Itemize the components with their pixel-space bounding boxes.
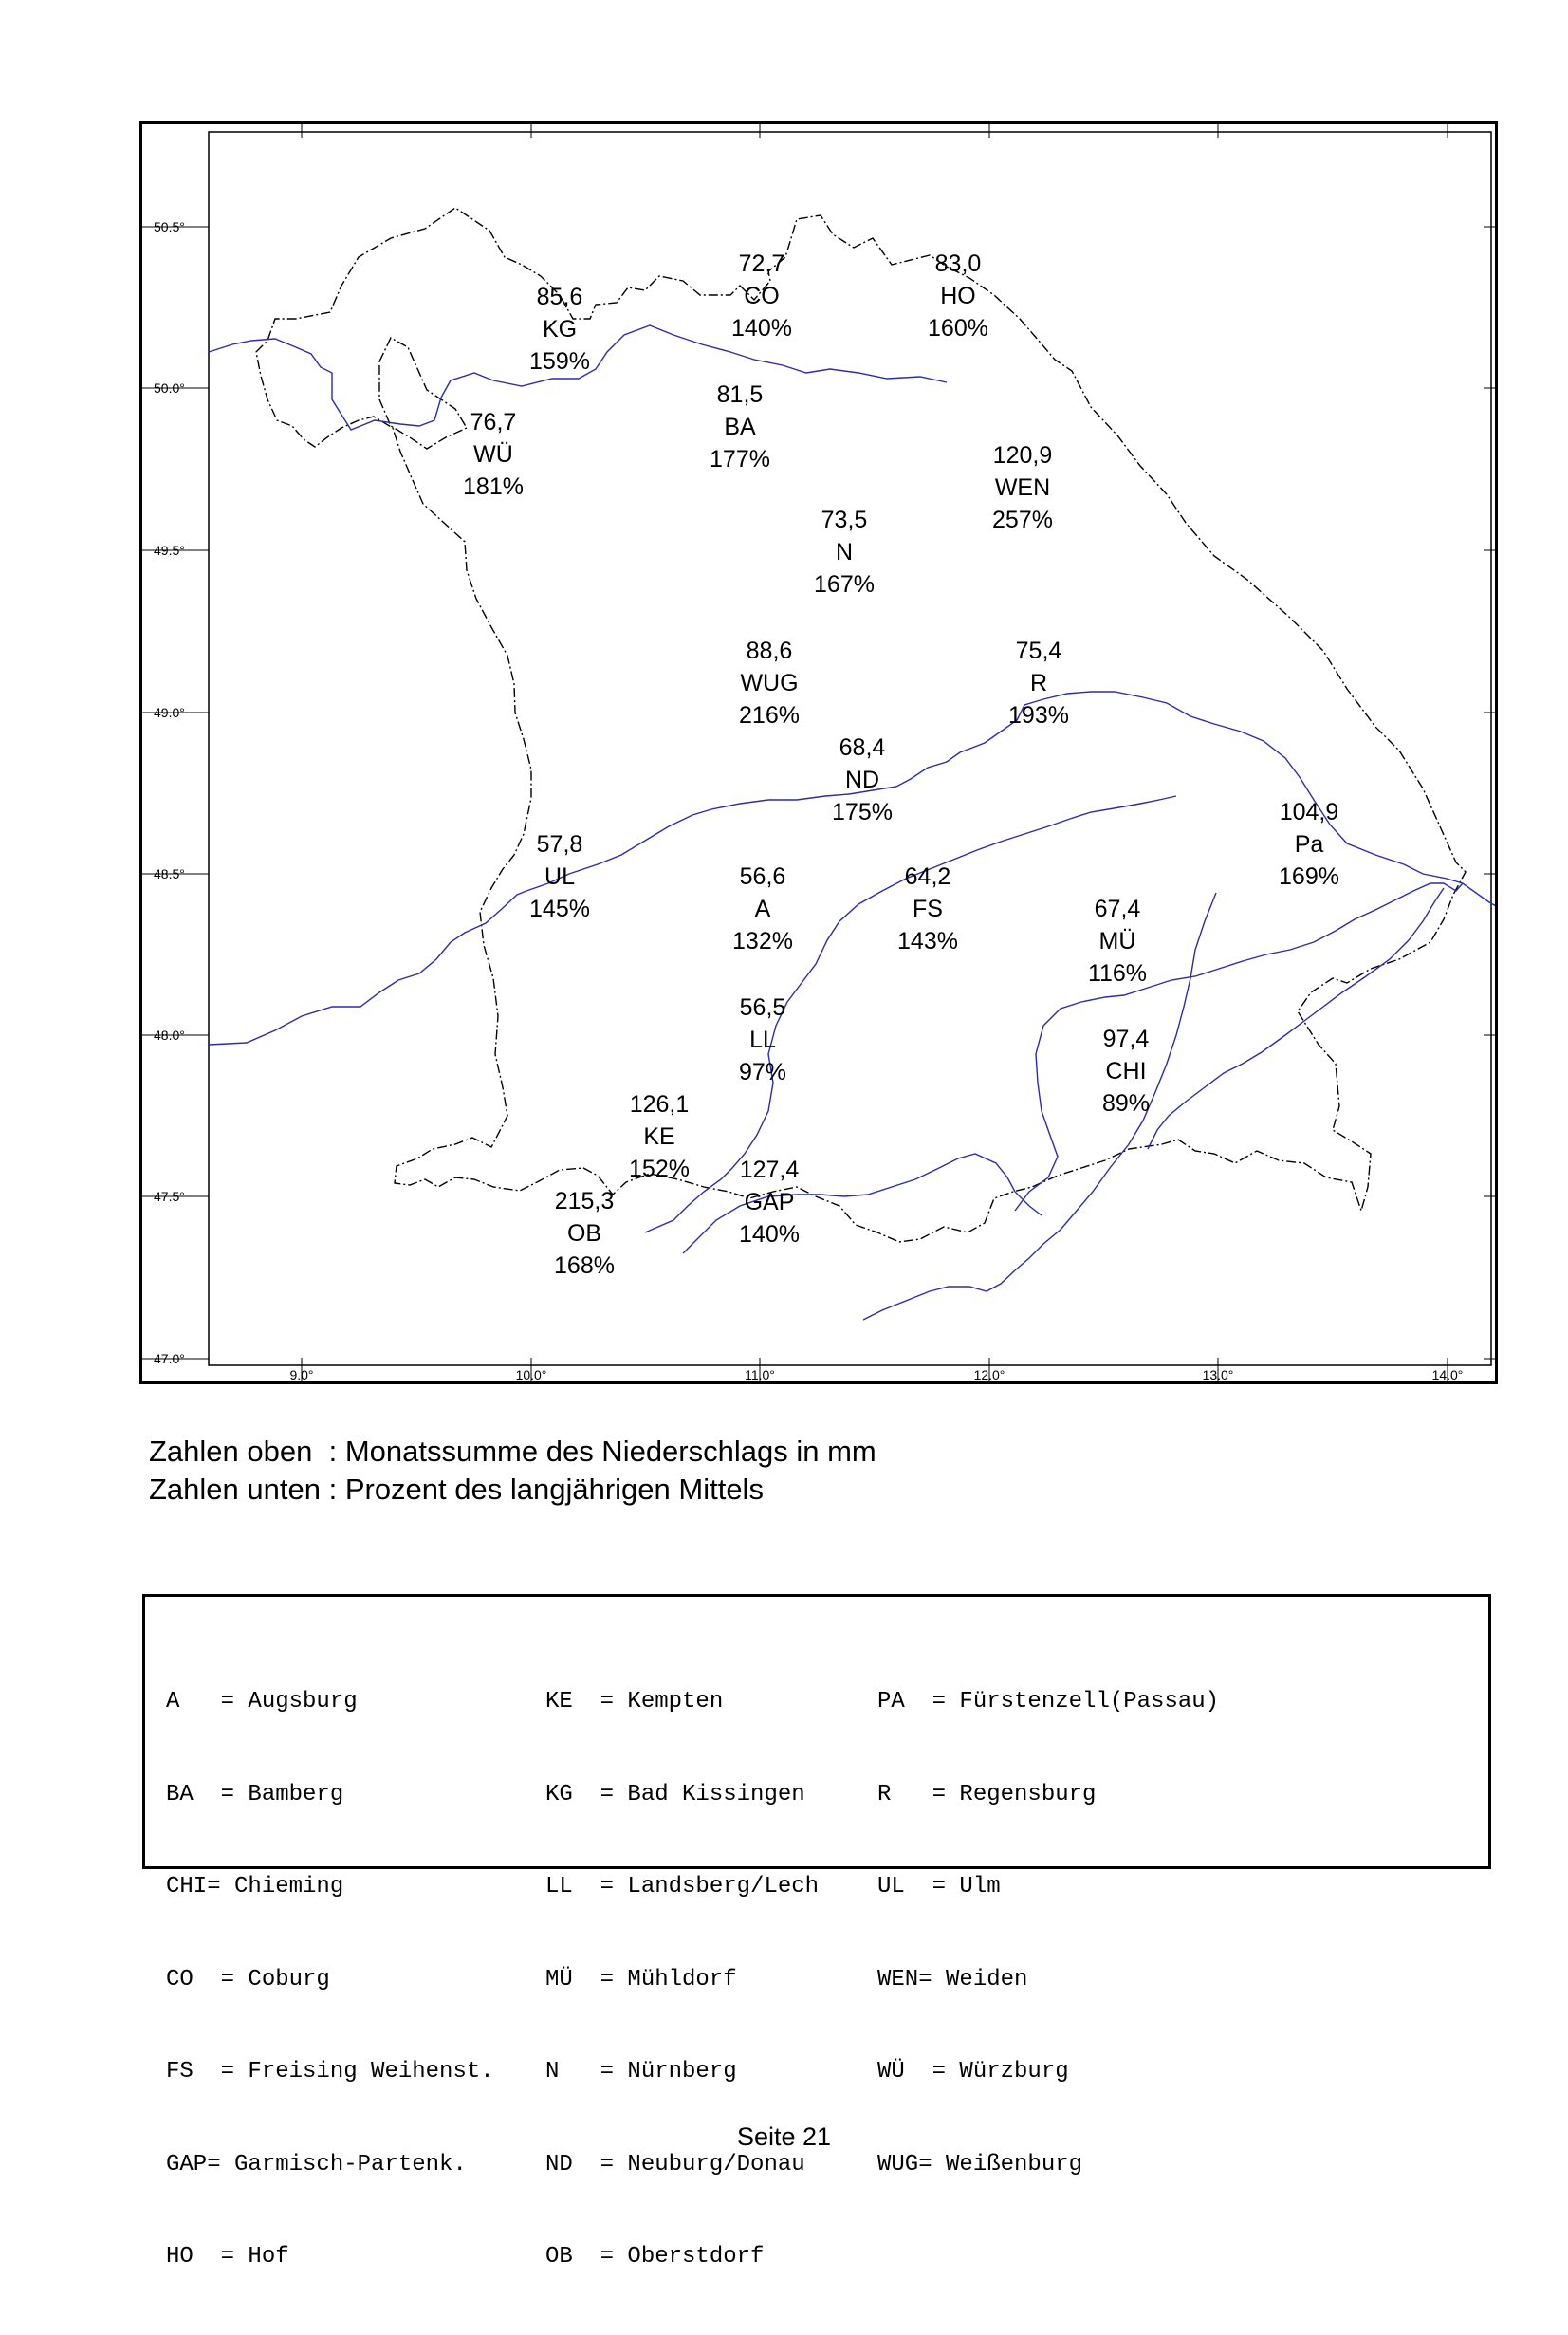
station-code: LL [749,1027,776,1053]
station-percent: 97% [738,1059,787,1085]
station-value: 81,5 [716,381,764,408]
station-percent: 152% [629,1156,690,1182]
lat-tick-label: 50.0° [154,380,185,396]
lon-tick-label: 12.0° [973,1367,1005,1381]
lon-tick [974,124,1005,1381]
station-kg [529,284,590,375]
river-inn [1015,883,1463,1211]
river-salzach [1148,888,1444,1149]
station-percent: 169% [1279,863,1339,890]
map-caption [149,1433,876,1509]
station-value: 126,1 [629,1091,690,1118]
station-ul [529,831,590,922]
station-value: 120,9 [992,442,1053,469]
precipitation-map [139,121,1498,1384]
legend-column-2 [545,1625,819,2335]
station-chi [1102,1026,1150,1117]
lon-tick [1432,124,1464,1381]
legend-entry: CHI= Chieming [166,1874,344,1900]
station-percent: 145% [529,896,590,922]
station-percent: 175% [832,799,893,825]
station-code: N [835,539,854,565]
legend-entry: FS = Freising Weihenst. [166,2059,494,2085]
station-value: 104,9 [1279,799,1339,825]
legend-entry: KG = Bad Kissingen [545,1781,805,1807]
bavaria-border [256,208,1466,1242]
lon-tick-label: 13.0° [1202,1367,1234,1381]
station-code: OB [566,1220,602,1247]
legend-entry: UL = Ulm [877,1874,1001,1900]
station-percent: 193% [1008,702,1069,729]
station-value: 97,4 [1102,1026,1150,1052]
lat-tick [142,705,1495,720]
station-value: 68,4 [839,734,886,761]
station-value: 73,5 [821,507,868,533]
station-value: 76,7 [470,409,517,435]
station-code: Pa [1294,831,1324,858]
lat-tick-label: 49.5° [154,543,185,558]
legend-entry: WUG= Weißenburg [877,2151,1083,2177]
lat-tick-label: 47.5° [154,1189,185,1204]
legend-entry: R = Regensburg [877,1781,1097,1807]
border-segment-rhoen [379,338,467,449]
station-percent: 177% [710,446,770,473]
legend-entry: A = Augsburg [166,1689,358,1714]
station-wen [992,442,1053,533]
legend-entry: WÜ = Würzburg [877,2059,1069,2085]
lon-tick [1203,124,1234,1381]
lat-tick-label: 48.5° [154,866,185,881]
legend-entry: OB = Oberstdorf [545,2244,765,2270]
legend-entry: KE = Kempten [545,1689,724,1714]
lon-tick-label: 14.0° [1431,1367,1464,1381]
river-main [209,325,947,430]
station-code: R [1029,670,1048,696]
station-labels [463,250,1339,1279]
lon-tick-label: 11.0° [745,1367,775,1381]
station-code: WÜ [473,441,513,468]
river-isar [645,796,1176,1232]
caption-line-values: Zahlen oben : Monatssumme des Niederschlags in mm [149,1435,876,1468]
station-fs [897,863,958,954]
lat-tick-label: 49.0° [154,705,185,720]
station-percent: 140% [731,315,792,342]
station-value: 56,5 [739,994,786,1021]
station-percent: 168% [554,1252,615,1279]
station-value: 75,4 [1015,638,1062,664]
station-code: ND [844,767,880,793]
station-percent: 159% [529,348,590,375]
station-code: HO [940,283,976,309]
lat-tick [142,1189,1495,1204]
lat-tick [142,380,1495,396]
station-ke [629,1091,690,1182]
station-value: 215,3 [554,1188,615,1214]
lon-tick [516,124,547,1381]
station-value: 72,7 [738,250,785,277]
station-percent: 160% [928,315,988,342]
station-value: 83,0 [934,250,982,277]
lon-tick [289,124,313,1381]
station-percent: 143% [897,928,958,954]
lat-tick-label: 50.5° [154,219,185,234]
station-code: A [754,896,771,922]
station-r [1008,638,1069,729]
lat-tick [142,543,1495,558]
station-code: GAP [744,1189,795,1215]
station-wug [739,638,800,729]
station-percent: 89% [1101,1090,1151,1117]
station-value: 127,4 [739,1157,800,1183]
caption-line-percent: Zahlen unten : Prozent des langjährigen Mittels [149,1473,764,1506]
station-co [731,250,792,342]
station-value: 88,6 [746,638,793,664]
page-number: Seite 21 [736,2122,832,2151]
station-code: WUG [740,670,799,696]
river-lech [683,1154,1042,1253]
legend-column-1 [166,1625,494,2335]
station-percent: 167% [814,571,875,598]
station-ho [928,250,988,342]
legend-entry: CO = Coburg [166,1966,330,1992]
legend-entry: PA = Fürstenzell(Passau) [877,1689,1220,1714]
station-code: KG [542,316,578,343]
station-wü [463,409,524,500]
station-n [814,507,875,598]
lon-tick-label: 10.0° [515,1367,547,1381]
station-ba [710,381,770,473]
map-canvas [142,124,1495,1381]
station-percent: 116% [1087,960,1148,987]
station-nd [832,734,893,825]
station-gap [739,1157,800,1248]
station-code: FS [913,896,943,922]
legend-entry: N = Nürnberg [545,2059,737,2085]
station-value: 67,4 [1094,896,1141,922]
legend-entry: GAP= Garmisch-Partenk. [166,2151,467,2177]
river-iller [863,893,1216,1320]
station-percent: 216% [739,702,800,729]
station-ob [554,1188,615,1279]
map-ticks [142,124,1495,1381]
station-code: CO [744,283,780,309]
station-percent: 181% [463,473,524,500]
legend-entry: HO = Hof [166,2244,289,2270]
station-value: 85,6 [536,284,583,310]
station-value: 64,2 [904,863,951,890]
lat-tick-label: 48.0° [154,1028,185,1043]
lat-tick [142,1351,1495,1366]
legend-entry: LL = Landsberg/Lech [545,1874,820,1900]
station-percent: 140% [739,1221,800,1248]
lat-tick [142,219,1495,234]
station-code: KE [643,1123,675,1150]
station-code: BA [724,414,756,440]
station-code: CHI [1105,1058,1147,1084]
station-code: WEN [994,474,1051,501]
station-percent: 257% [992,507,1053,533]
station-mü [1088,896,1147,987]
station-ll [739,994,786,1085]
station-pa [1279,799,1339,890]
legend-entry: BA = Bamberg [166,1781,344,1807]
legend-entry: MÜ = Mühldorf [545,1966,737,1992]
station-a [732,863,793,954]
station-code: UL [544,863,575,890]
legend-entry: ND = Neuburg/Donau [545,2151,805,2177]
lon-tick-label: 9.0° [289,1367,314,1381]
legend-entry: WEN= Weiden [877,1966,1028,1992]
station-percent: 132% [732,928,793,954]
station-value: 57,8 [536,831,583,858]
lat-tick-label: 47.0° [154,1351,185,1366]
station-value: 56,6 [739,863,786,890]
station-code: MÜ [1098,928,1136,954]
